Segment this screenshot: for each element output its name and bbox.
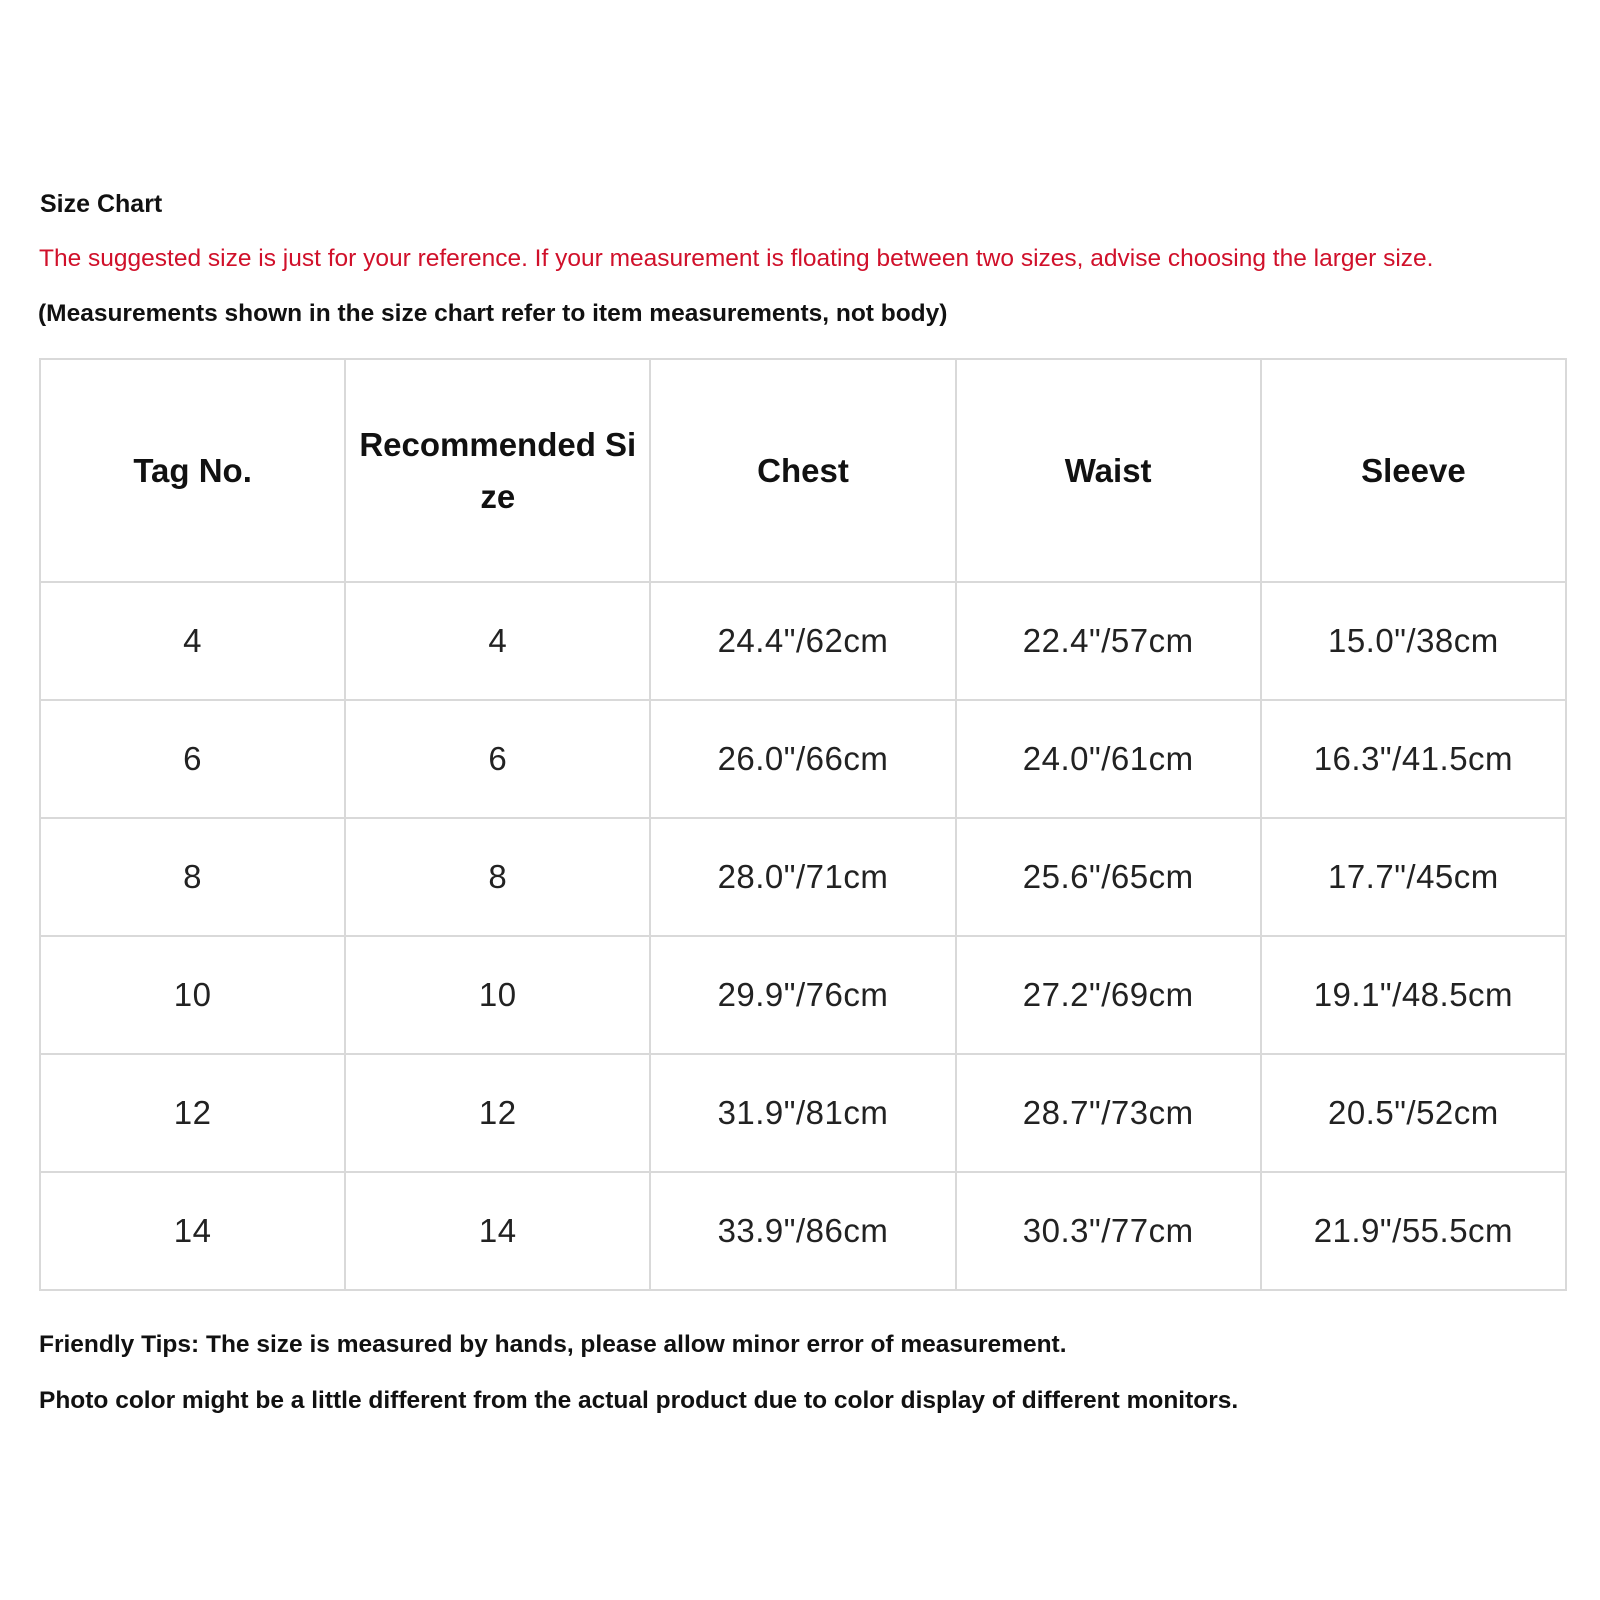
- size-table: [39, 358, 1567, 1291]
- cell-tag-no: 4: [40, 582, 345, 700]
- cell-sleeve: 15.0"/38cm: [1261, 582, 1566, 700]
- cell-chest: 33.9"/86cm: [650, 1172, 955, 1290]
- size-reference-notice: The suggested size is just for your reference. If your measurement is floating between two sizes, advise choosing the larger size.: [39, 245, 1434, 272]
- color-disclaimer: Photo color might be a little different from the actual product due to color display of different monitors.: [39, 1387, 1239, 1414]
- cell-tag-no: 8: [40, 818, 345, 936]
- cell-tag-no: 10: [40, 936, 345, 1054]
- cell-chest: 31.9"/81cm: [650, 1054, 955, 1172]
- cell-waist: 30.3"/77cm: [956, 1172, 1261, 1290]
- cell-recommended-size: 8: [345, 818, 650, 936]
- cell-sleeve: 21.9"/55.5cm: [1261, 1172, 1566, 1290]
- table-header-row: [40, 359, 1566, 582]
- header-sleeve: Sleeve: [1261, 359, 1566, 582]
- cell-waist: 24.0"/61cm: [956, 700, 1261, 818]
- cell-sleeve: 20.5"/52cm: [1261, 1054, 1566, 1172]
- header-chest: Chest: [650, 359, 955, 582]
- header-waist: Waist: [956, 359, 1261, 582]
- cell-chest: 24.4"/62cm: [650, 582, 955, 700]
- cell-chest: 28.0"/71cm: [650, 818, 955, 936]
- cell-sleeve: 17.7"/45cm: [1261, 818, 1566, 936]
- cell-recommended-size: 14: [345, 1172, 650, 1290]
- table-row: [40, 818, 1566, 936]
- cell-recommended-size: 12: [345, 1054, 650, 1172]
- table-row: [40, 1172, 1566, 1290]
- size-chart-title: Size Chart: [40, 190, 163, 218]
- cell-tag-no: 14: [40, 1172, 345, 1290]
- cell-recommended-size: 4: [345, 582, 650, 700]
- cell-waist: 28.7"/73cm: [956, 1054, 1261, 1172]
- cell-tag-no: 6: [40, 700, 345, 818]
- cell-chest: 29.9"/76cm: [650, 936, 955, 1054]
- cell-waist: 27.2"/69cm: [956, 936, 1261, 1054]
- header-tag-no: Tag No.: [40, 359, 345, 582]
- cell-sleeve: 16.3"/41.5cm: [1261, 700, 1566, 818]
- cell-recommended-size: 6: [345, 700, 650, 818]
- cell-waist: 25.6"/65cm: [956, 818, 1261, 936]
- table-row: [40, 936, 1566, 1054]
- cell-chest: 26.0"/66cm: [650, 700, 955, 818]
- table-row: [40, 582, 1566, 700]
- table-row: [40, 700, 1566, 818]
- cell-recommended-size: 10: [345, 936, 650, 1054]
- friendly-tip: Friendly Tips: The size is measured by hands, please allow minor error of measurement.: [39, 1331, 1067, 1358]
- cell-sleeve: 19.1"/48.5cm: [1261, 936, 1566, 1054]
- header-recommended-size: Recommended Size: [345, 359, 650, 582]
- cell-tag-no: 12: [40, 1054, 345, 1172]
- cell-waist: 22.4"/57cm: [956, 582, 1261, 700]
- table-row: [40, 1054, 1566, 1172]
- measurement-note: (Measurements shown in the size chart refer to item measurements, not body): [38, 300, 948, 327]
